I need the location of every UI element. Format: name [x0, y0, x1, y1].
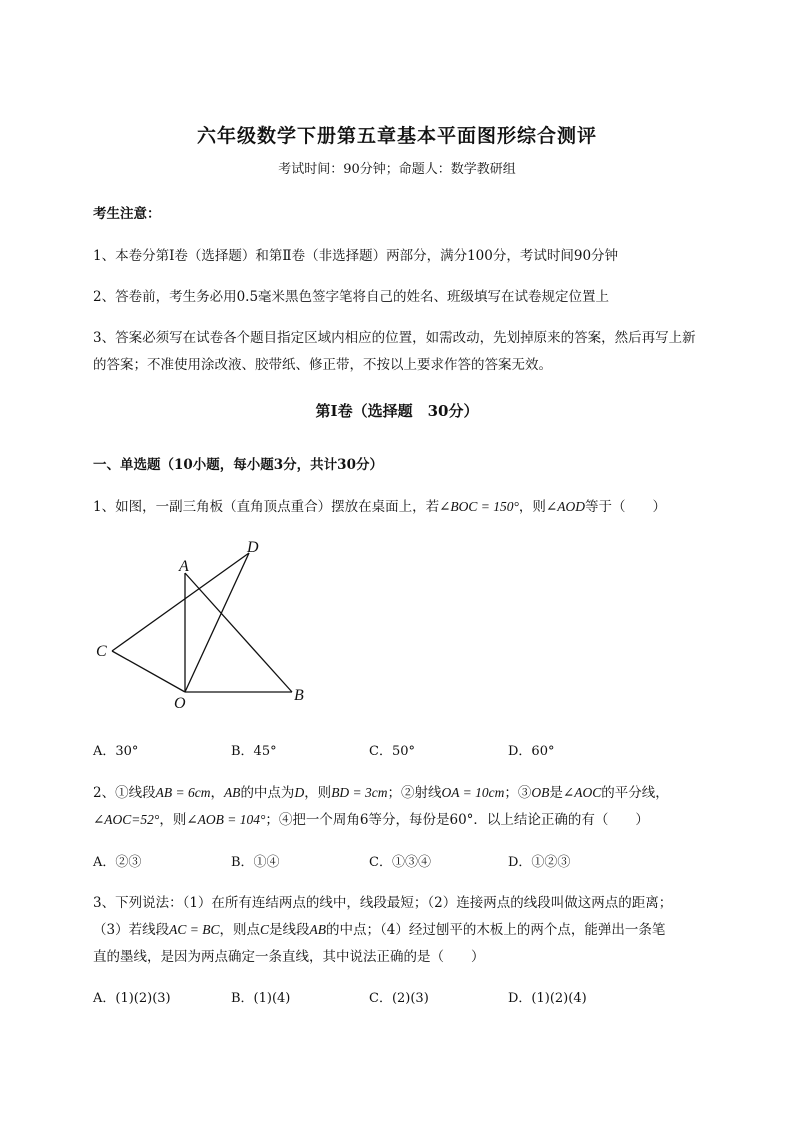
q2-text: ；③: [504, 785, 532, 801]
notice-heading: 考生注意：: [93, 206, 161, 222]
q2-math: ∠AOC=52°: [93, 812, 160, 827]
q3-math: C: [259, 922, 269, 937]
question-3-line-2: [93, 918, 665, 938]
q1-math-a: ∠BOC = 150°: [439, 499, 519, 514]
q2-option-b[interactable]: B．①④: [231, 855, 280, 870]
section-title: 第I卷（选择题 30分）: [315, 402, 479, 420]
q2-text: ，则: [304, 785, 332, 801]
q2-math: ∠AOC: [562, 785, 602, 800]
segment-AB: [185, 573, 292, 692]
q2-math: OB: [531, 785, 550, 800]
q3-text: ，则点: [219, 922, 260, 938]
q1-text-b: ，则: [518, 499, 546, 515]
label-C: C: [96, 643, 107, 660]
q2-text: ；④把一个周角6等分，每份是60°．以上结论正确的有（ ）: [265, 812, 649, 828]
q2-text: ，: [210, 785, 224, 801]
q1-option-c[interactable]: C．50°: [369, 744, 415, 759]
q3-option-c[interactable]: C．(2)(3): [369, 991, 429, 1006]
page-title: 六年级数学下册第五章基本平面图形综合测评: [196, 125, 597, 147]
q2-math: D: [294, 785, 305, 800]
q3-text: 的中点；（4）经过刨平的木板上的两个点，能弹出一条笔: [325, 922, 666, 938]
q2-text: 是: [549, 785, 563, 801]
q2-text: ，则: [159, 812, 187, 828]
question-2-line-2: [93, 808, 649, 828]
q1-option-d[interactable]: D．60°: [508, 744, 555, 759]
q3-math: AB: [309, 922, 326, 937]
q1-text-c: 等于（ ）: [584, 499, 666, 515]
notice-item-2: 2、答卷前，考生务必用0.5毫米黑色签字笔将自己的姓名、班级填写在试卷规定位置上: [93, 289, 610, 305]
q1-option-b[interactable]: B．45°: [231, 744, 277, 759]
question-3-line-3: 直的墨线，是因为两点确定一条直线，其中说法正确的是（ ）: [93, 949, 485, 965]
label-O: O: [174, 695, 186, 712]
q2-math: AB = 6cm: [155, 785, 211, 800]
q1-math-b: ∠AOD: [545, 499, 585, 514]
q2-math: BD = 3cm: [331, 785, 388, 800]
question-2-line-1: [93, 781, 669, 801]
q2-math: OA = 10cm: [441, 785, 505, 800]
question-3-line-1: 3、下列说法：（1）在所有连结两点的线中，线段最短；（2）连接两点的线段叫做这两点的距离；: [93, 895, 673, 911]
q2-option-d[interactable]: D．①②③: [508, 855, 571, 870]
exam-info: 考试时间：90分钟；命题人：数学教研组: [278, 162, 516, 177]
part-heading: 一、单选题（10小题，每小题3分，共计30分）: [93, 457, 383, 473]
q2-text: 2、①线段: [93, 785, 156, 801]
q3-option-b[interactable]: B．(1)(4): [231, 991, 291, 1006]
q2-text: 的平分线，: [601, 785, 669, 801]
label-D: D: [247, 539, 259, 556]
q2-option-c[interactable]: C．①③④: [369, 855, 431, 870]
q2-math: AB: [223, 785, 241, 800]
label-B: B: [294, 687, 304, 704]
notice-item-3: 3、答案必须写在试卷各个题目指定区域内相应的位置，如需改动，先划掉原来的答案，然后再写上新: [93, 330, 696, 346]
q3-text: 是线段: [268, 922, 310, 938]
q2-math: ∠AOB = 104°: [186, 812, 266, 827]
notice-item-1: 1、本卷分第I卷（选择题）和第Ⅱ卷（非选择题）两部分，满分100分，考试时间90分钟: [93, 248, 619, 264]
q2-text: 的中点为: [240, 785, 295, 801]
q3-option-d[interactable]: D．(1)(2)(4): [508, 991, 587, 1006]
q2-text: ；②射线: [387, 785, 442, 801]
segment-OD: [185, 553, 249, 692]
q3-option-a[interactable]: A．(1)(2)(3): [93, 991, 171, 1006]
q1-option-a[interactable]: A．30°: [93, 744, 139, 759]
segment-CO: [112, 651, 185, 692]
question-1: [93, 495, 666, 515]
q3-text: （3）若线段: [93, 922, 170, 938]
q1-text-a: 1、如图，一副三角板（直角顶点重合）摆放在桌面上，若: [93, 499, 440, 515]
label-A: A: [179, 558, 189, 575]
q3-math: AC = BC: [169, 922, 220, 937]
triangle-figure: [90, 530, 320, 715]
q2-option-a[interactable]: A．②③: [93, 855, 142, 870]
notice-item-3-cont: 的答案；不准使用涂改液、胶带纸、修正带，不按以上要求作答的答案无效。: [93, 357, 552, 373]
